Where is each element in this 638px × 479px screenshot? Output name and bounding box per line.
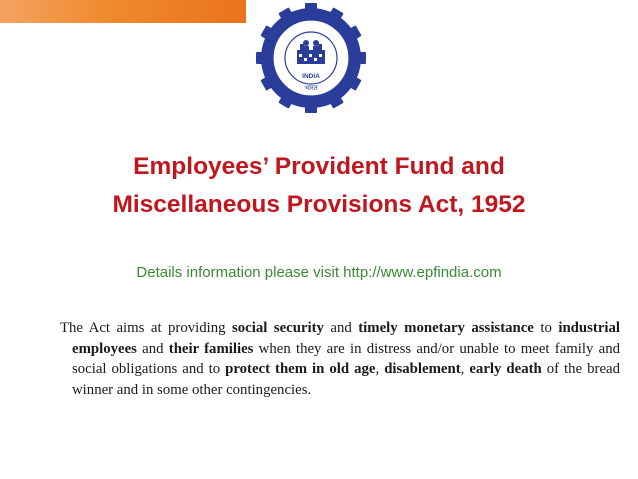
title-line-1: Employees’ Provident Fund and — [133, 153, 505, 180]
title-line-2: Miscellaneous Provisions Act, 1952 — [112, 191, 526, 218]
emphasis-early-death: early death — [469, 361, 542, 377]
epfo-gear-emblem-icon — [247, 0, 375, 120]
body-text-4: and — [136, 340, 169, 357]
logo-country-hi: भारत — [304, 84, 318, 92]
details-link[interactable]: Details information please visit http://www.epfindia.com — [136, 264, 502, 281]
orange-accent-bar — [0, 0, 246, 23]
epfo-logo — [247, 0, 375, 120]
emphasis-protect-old-age: protect them in old age — [225, 361, 376, 377]
body-text-3: to — [533, 320, 559, 336]
body-text-8: of the bread winner and in some other contingencies. — [72, 361, 620, 398]
act-description — [60, 318, 620, 400]
body-text-7: , — [460, 361, 470, 377]
body-text-2: and — [323, 320, 359, 336]
emphasis-timely-monetary-assistance: timely monetary assistance — [358, 320, 534, 336]
body-text-6: , — [375, 361, 385, 377]
body-text-1: The Act aims at providing — [60, 320, 233, 336]
emphasis-social-security: social security — [232, 320, 324, 336]
emphasis-disablement: disablement — [384, 361, 461, 377]
emphasis-industrial-employees: industrial employees — [72, 320, 621, 357]
emphasis-their-families: their families — [168, 340, 254, 357]
logo-country-en: INDIA — [302, 73, 320, 80]
body-text-5: when they are in distress and/or unable to meet family and social obligations and to — [72, 340, 620, 377]
page-title — [0, 148, 638, 224]
